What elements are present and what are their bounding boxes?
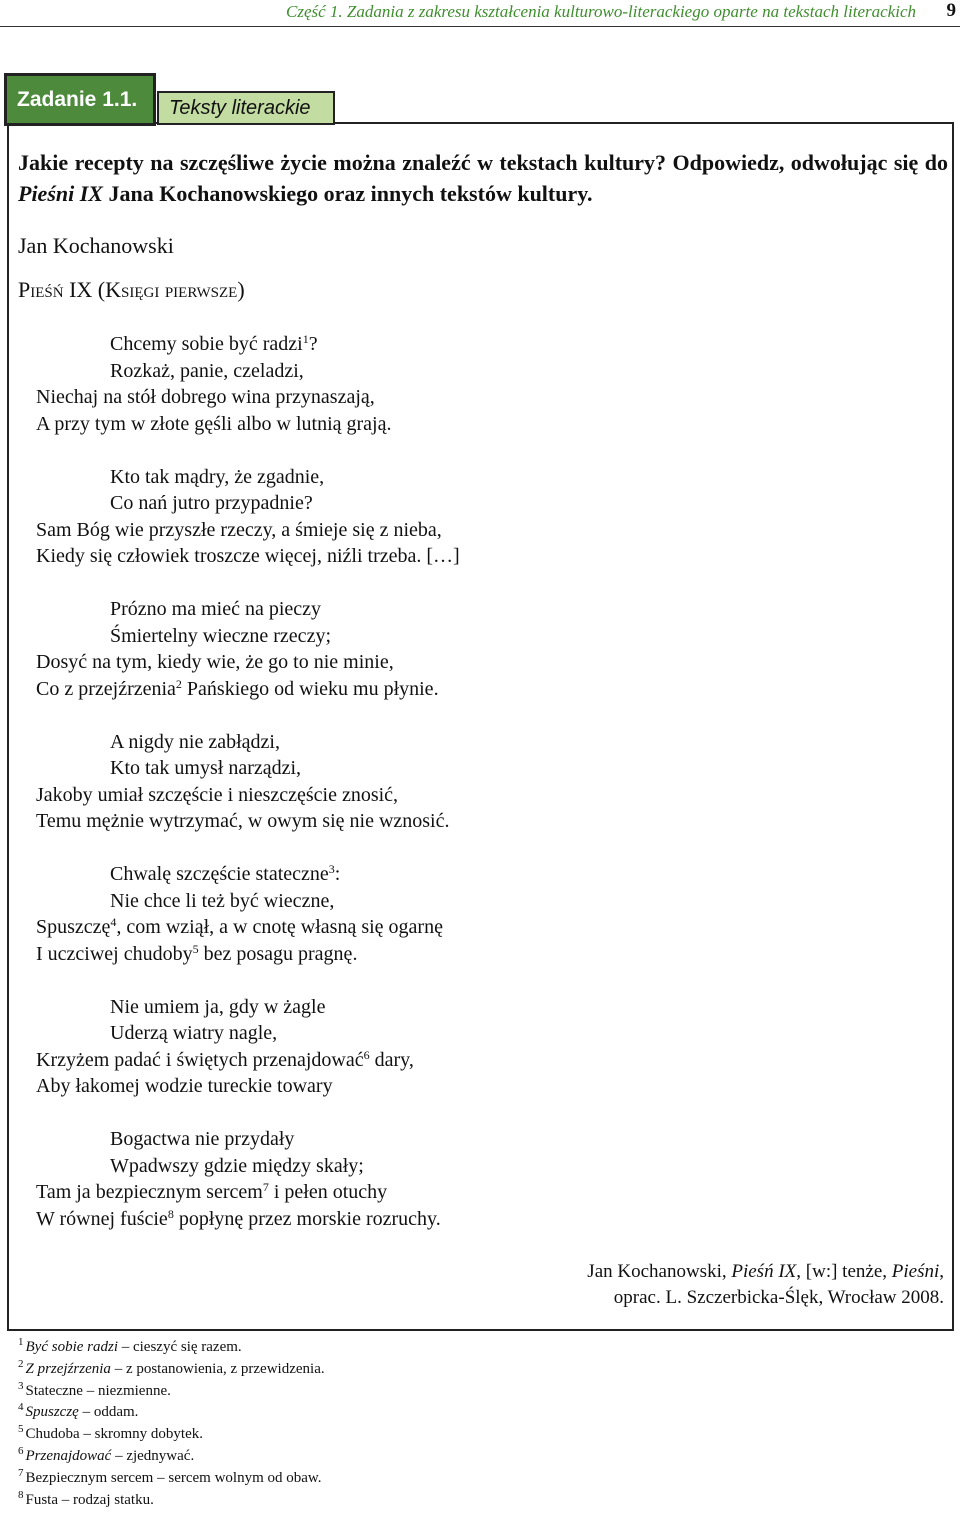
poem-line: Co nań jutro przypadnie? xyxy=(110,492,313,514)
poem-line: Śmiertelny wieczne rzeczy; xyxy=(110,624,331,647)
poem-line: Krzyżem padać i świętych przenajdować$^6$ dary, xyxy=(36,1047,414,1071)
footnote: $^1$ Być sobie radzi – cieszyć się razem. xyxy=(18,1336,242,1355)
poem-line: A przy tym w złote gęśli albo w lutnią grają. xyxy=(36,412,392,435)
footnote: $^6$ Przenajdować – zjednywać. xyxy=(18,1444,195,1464)
poem-line: W równej fuście$^8$ popłynę przez morskie rozruchy. xyxy=(36,1206,441,1230)
poem-line: Uderzą wiatry nagle, xyxy=(110,1022,278,1044)
task-question: Jakie recepty na szczęśliwe życie można znaleźć w tekstach kultury? Odpowiedz, odwołując się do Pieśni IX Jana Kochanowskiego oraz innych tekstów kultury. xyxy=(18,150,948,206)
footnote: $^5$ Chudoba – skromny dobytek. xyxy=(18,1423,203,1443)
stanza xyxy=(36,729,460,835)
page-header xyxy=(0,0,960,27)
poem-line: Aby łakomej wodzie tureckie towary xyxy=(36,1075,333,1097)
poem-line: Wpadwszy gdzie między skały; xyxy=(110,1154,364,1177)
stanza xyxy=(36,994,460,1100)
task-tab: Teksty literackie xyxy=(157,91,335,125)
poem-author: Jan Kochanowski xyxy=(18,233,174,258)
page-number: 9 xyxy=(946,0,956,21)
poem-line: Tam ja bezpiecznym sercem$^7$ i pełen otuchy xyxy=(36,1180,388,1203)
poem-line: Spuszczę$^4$, com wziął, a w cnotę własną się ogarnę xyxy=(36,915,443,938)
stanza xyxy=(36,331,460,437)
poem-line: Jakoby umiał szczęście i nieszczęście znosić, xyxy=(36,783,399,806)
source-line-1: Jan Kochanowski, Pieśń IX, [w:] tenże, Pieśni, xyxy=(587,1261,944,1282)
stanza xyxy=(36,596,460,702)
footnotes xyxy=(18,1337,325,1511)
poem-line: Nie umiem ja, gdy w żagle xyxy=(110,995,326,1018)
poem-line: Co z przejźrzenia$^2$ Pańskiego od wieku mu płynie. xyxy=(36,676,439,700)
poem-line: Kto tak umysł narządzi, xyxy=(110,757,302,779)
poem-line: Kto tak mądry, że zgadnie, xyxy=(110,465,325,488)
poem-line: Kiedy się człowiek troszcze więcej, niźli trzeba. […] xyxy=(36,545,460,567)
poem-line: Niechaj na stół dobrego wina przynaszają, xyxy=(36,386,375,408)
stanza xyxy=(36,1126,460,1232)
poem-title: Pieśń IX (Księgi pierwsze) xyxy=(18,277,245,302)
poem-line: I uczciwej chudoby$^5$ bez posagu pragnę. xyxy=(36,941,358,965)
header-title: Część 1. Zadania z zakresu kształcenia kulturowo-literackiego oparte na tekstach literackich xyxy=(286,2,916,21)
poem-line: Temu mężnie wytrzymać, w owym się nie wznosić. xyxy=(36,810,450,832)
poem-text xyxy=(36,331,460,1259)
poem-line: A nigdy nie zabłądzi, xyxy=(110,730,280,753)
footnote: $^4$ Spuszczę – oddam. xyxy=(18,1401,139,1421)
poem-line: Prózno ma mieć na pieczy xyxy=(110,598,322,620)
poem-line: Chcemy sobie być radzi$^1$? xyxy=(110,332,318,355)
poem-line: Dosyć na tym, kiedy wie, że go to nie minie, xyxy=(36,651,394,673)
poem-line: Nie chce li też być wieczne, xyxy=(110,889,335,912)
footnote: $^8$ Fusta – rodzaj statku. xyxy=(18,1488,154,1508)
stanza xyxy=(36,464,460,570)
poem-line: Bogactwa nie przydały xyxy=(110,1128,295,1150)
stanza xyxy=(36,861,460,967)
poem-line: Rozkaż, panie, czeladzi, xyxy=(110,359,304,382)
poem-line: Chwalę szczęście stateczne$^3$: xyxy=(110,862,341,885)
footnote: $^2$ Z przejźrzenia – z postanowienia, z przewidzenia. xyxy=(18,1357,325,1377)
task-label: Zadanie 1.1. xyxy=(4,73,156,126)
poem-line: Sam Bóg wie przyszłe rzeczy, a śmieje się z nieba, xyxy=(36,518,442,541)
footnote: $^7$ Bezpiecznym sercem – sercem wolnym od obaw. xyxy=(18,1466,322,1486)
source-citation xyxy=(424,1259,944,1311)
footnote: $^3$ Stateczne – niezmienne. xyxy=(18,1379,171,1399)
source-line-2: oprac. L. Szczerbicka-Ślęk, Wrocław 2008. xyxy=(613,1287,944,1308)
